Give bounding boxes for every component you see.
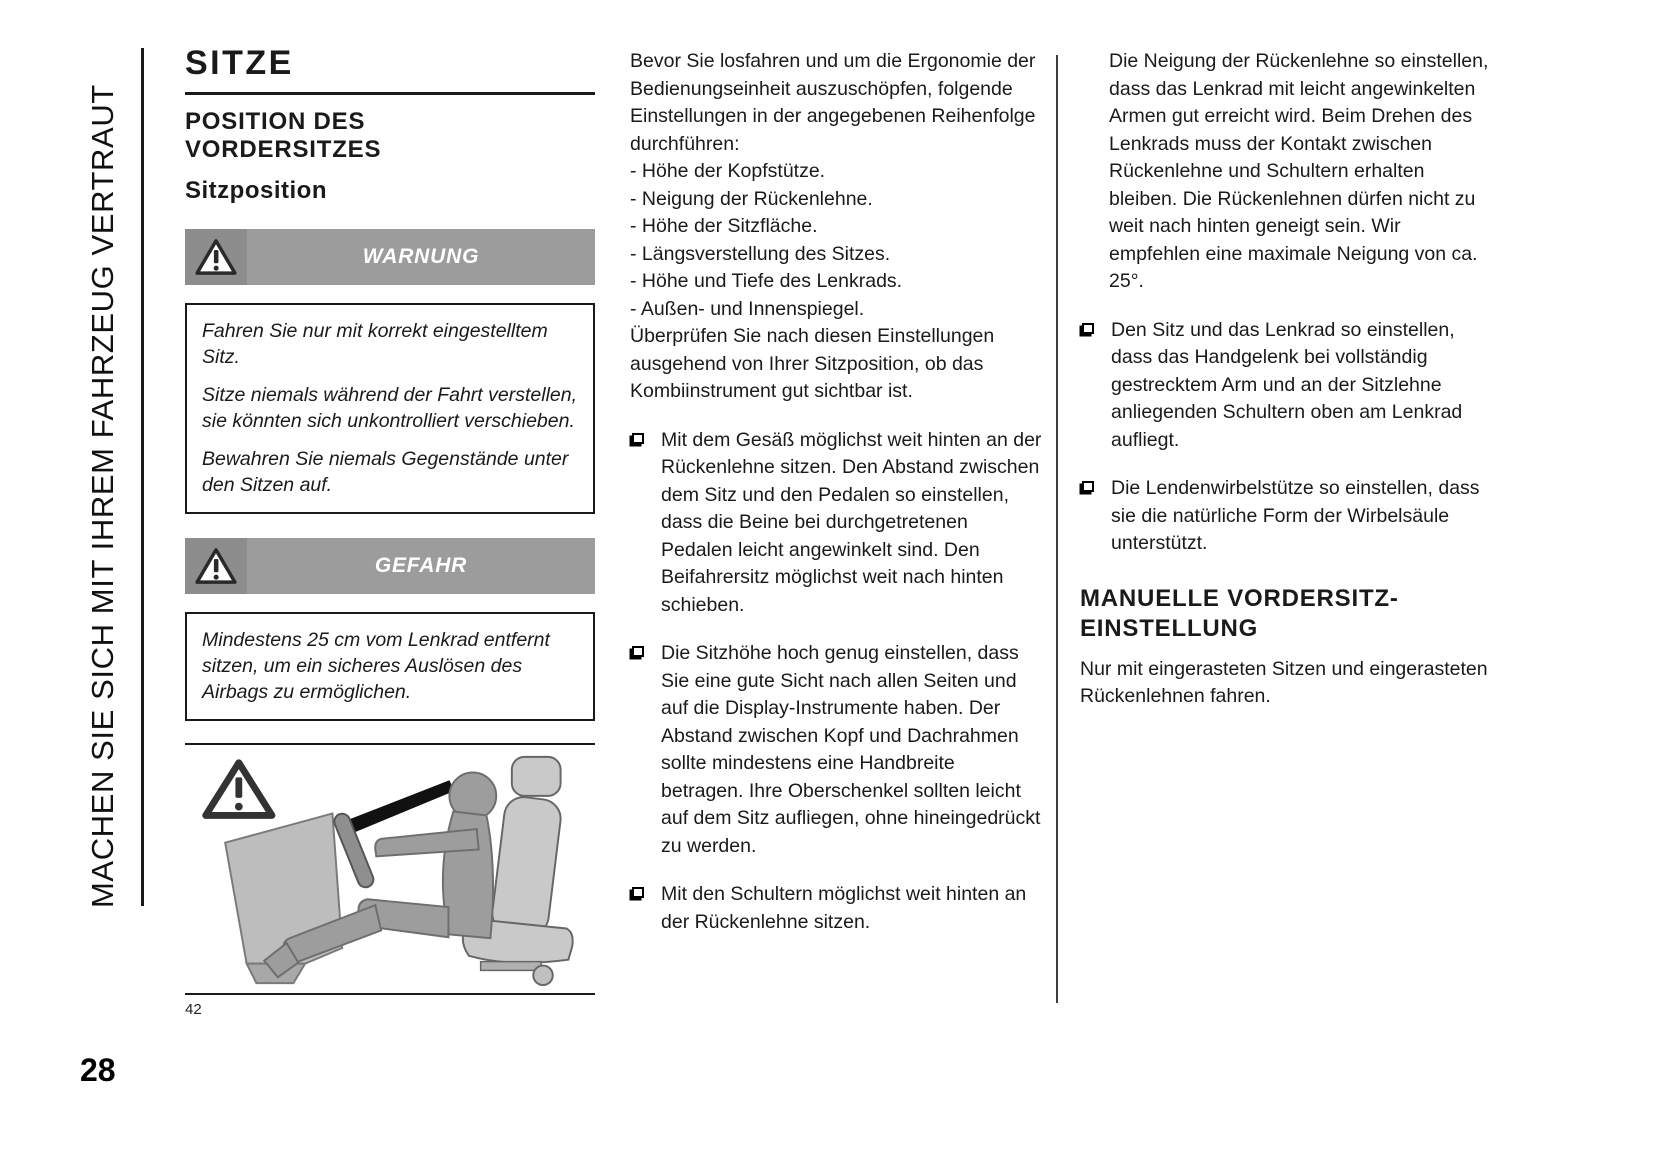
figure-number: 42 [185,1001,202,1018]
bullet-text: Mit dem Gesäß möglichst weit hinten an der Rückenlehne sitzen. Den Abstand zwischen dem Sitz und den Pedalen so einstellen, dass die Beine bei durchgetretenen Pedalen leicht angewinkelt sind. Den Beifahrersitz möglichst weit nach hinten schieben. [661,428,1042,616]
bullet-item [630,881,1042,936]
bullet-text: Mit den Schultern möglichst weit hinten an der Rückenlehne sitzen. [661,883,1027,933]
bullet-item [1080,317,1493,455]
list-item: - Höhe der Kopfstütze. [630,160,826,182]
sidebar-rule [141,48,144,906]
bullet-item [1080,475,1493,558]
bullet-item [630,427,1042,620]
warning-text-box [185,303,595,514]
sidebar-vertical-text: MACHEN SIE SICH MIT IHREM FAHRZEUG VERTRAUT [85,84,120,908]
column-divider [1056,55,1058,1003]
warning-paragraph: Fahren Sie nur mit korrekt eingestelltem Sitz. [202,320,548,368]
list-item: - Neigung der Rückenlehne. [630,187,873,210]
warning-triangle-icon [185,229,247,285]
manual-adjustment-text: Nur mit eingerasteten Sitzen und eingerasteten Rückenlehnen fahren. [1080,657,1488,707]
warning-paragraph: Bewahren Sie niemals Gegenstände unter den Sitzen auf. [202,448,569,496]
warning-triangle-icon [185,538,247,594]
warning-paragraph: Sitze niemals während der Fahrt verstellen, sie könnten sich unkontrolliert verschieben. [202,384,578,432]
column-middle [630,48,1042,936]
danger-text-box [185,612,595,721]
danger-banner-label: GEFAHR [374,554,468,577]
settings-list [630,158,1042,323]
intro-paragraph: Bevor Sie losfahren und um die Ergonomie der Bedienungseinheit auszuschöpfen, folgende Einstellungen in der angegebenen Reihenfolge durchführen: [630,50,1036,155]
warning-banner-label: WARNUNG [362,245,480,268]
bullet-item [630,640,1042,860]
checkbox-bullet-icon [632,646,644,657]
danger-banner [185,538,595,594]
warning-banner [185,229,595,285]
list-item: - Höhe und Tiefe des Lenkrads. [630,270,903,292]
sub-heading: Sitzposition [185,177,327,204]
list-item: - Längsverstellung des Sitzes. [630,242,891,265]
column-left [185,44,595,1018]
manual-adjustment-heading: MANUELLE VORDERSITZ-EINSTELLUNG [1080,584,1399,642]
checkbox-bullet-icon [1082,323,1094,334]
list-item: - Höhe der Sitzfläche. [630,215,818,237]
checkbox-bullet-icon [1082,481,1094,492]
bullet-text: Den Sitz und das Lenkrad so einstellen, dass das Handgelenk bei vollständig gestrecktem Arm und an der Sitzlehne anliegenden Schultern oben am Lenkrad aufliegt. [1111,318,1463,451]
column-right [1080,48,1493,711]
danger-paragraph: Mindestens 25 cm vom Lenkrad entfernt sitzen, um ein sicheres Auslösen des Airbags zu ermöglichen. [202,629,550,703]
seat-position-figure [185,743,595,995]
check-paragraph: Überprüfen Sie nach diesen Einstellungen ausgehend von Ihrer Sitzposition, ob das Kombiinstrument gut sichtbar ist. [630,325,995,402]
checkbox-bullet-icon [632,887,644,898]
checkbox-bullet-icon [632,433,644,444]
page-number: 28 [80,1052,116,1088]
bullet-text: Die Lendenwirbelstütze so einstellen, dass sie die natürliche Form der Wirbelsäule unterstützt. [1111,477,1480,554]
continuation-paragraph: Die Neigung der Rückenlehne so einstellen, dass das Lenkrad mit leicht angewinkelten Armen gut erreicht wird. Beim Drehen des Lenkrads muss der Kontakt zwischen Rückenlehne und Schultern erhalten bleiben. Die Rückenlehnen dürfen nicht zu weit nach hinten geneigt sein. Wir empfehlen eine maximale Neigung von ca. 25°. [1109,50,1489,292]
bullet-text: Die Sitzhöhe hoch genug einstellen, dass Sie eine gute Sicht nach allen Seiten und auf die Display-Instrumente haben. Der Abstand zwischen Kopf und Dachrahmen sollte mindestens eine Handbreite betragen. Ihre Oberschenkel sollten leicht auf dem Sitz aufliegen, ohne hineingedrückt zu werden. [661,642,1041,857]
page-title: SITZE [185,44,595,95]
list-item: - Außen- und Innenspiegel. [630,297,865,320]
seat-position-illustration [185,753,591,987]
section-heading: POSITION DES VORDERSITZES [185,108,382,163]
